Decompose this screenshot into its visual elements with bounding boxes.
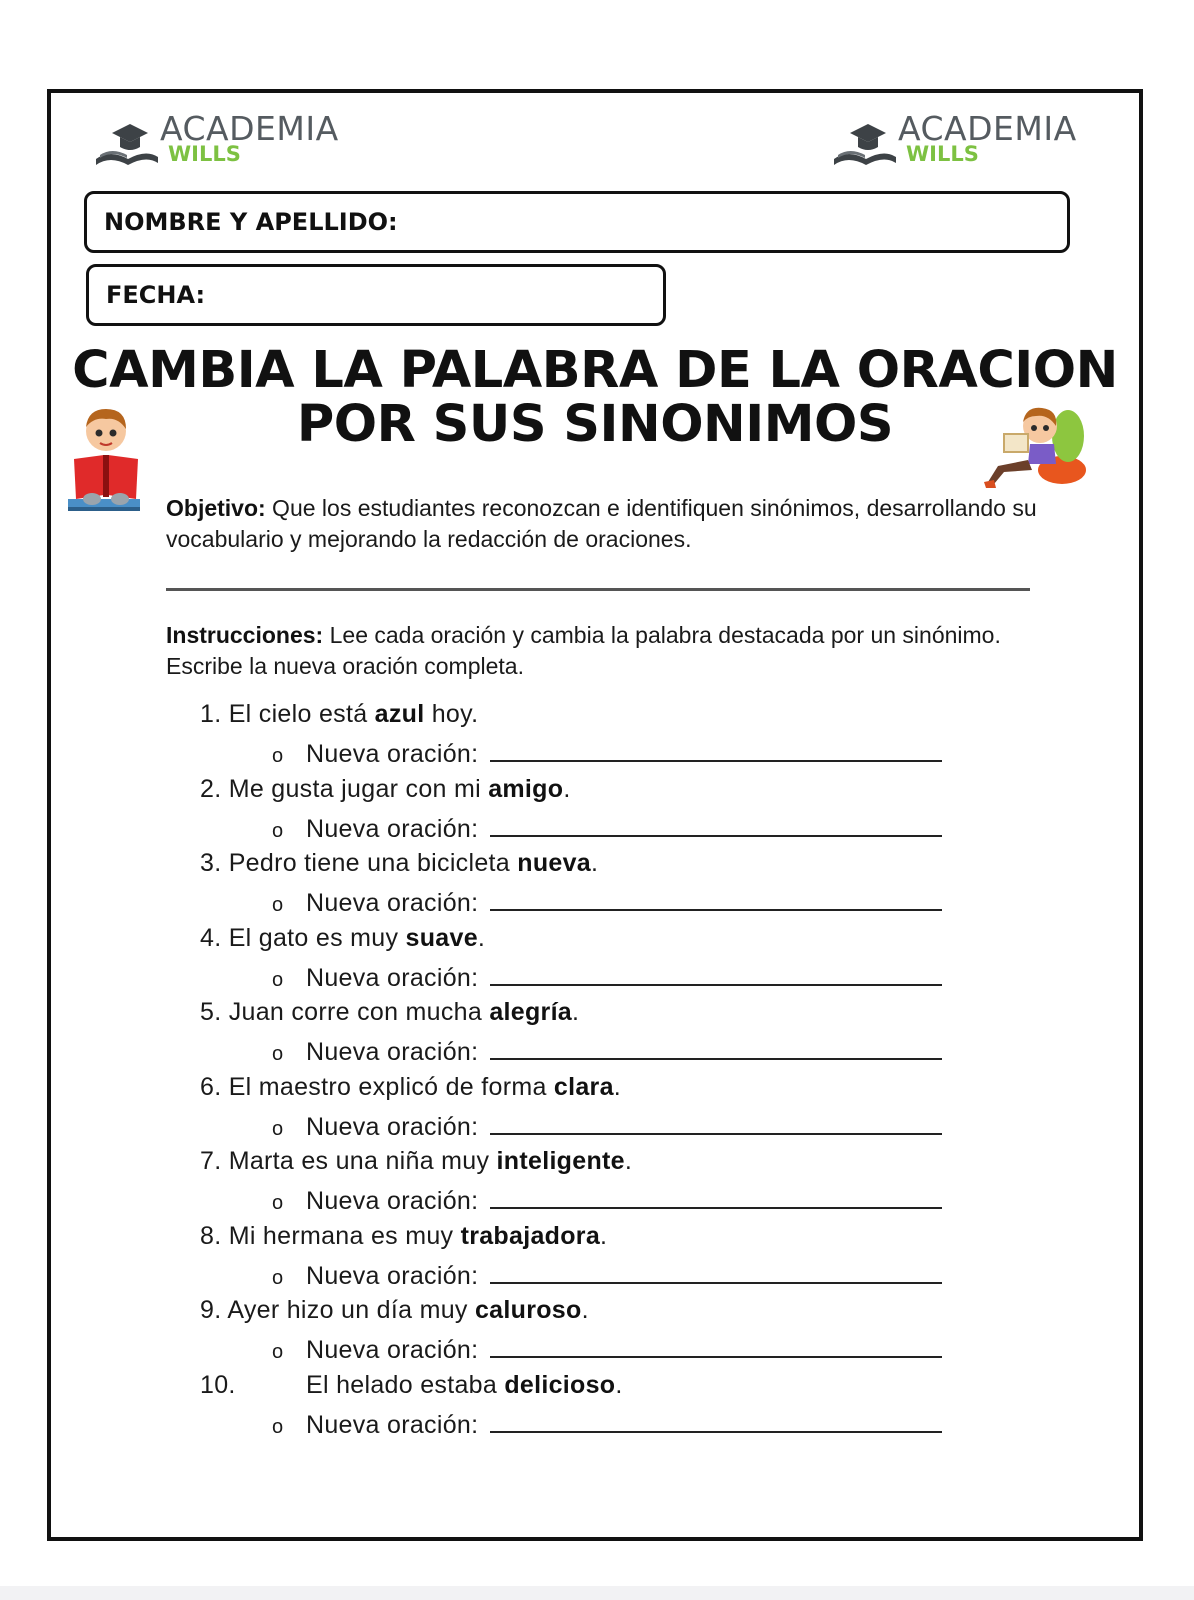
list-item bbox=[200, 772, 1000, 847]
list-item bbox=[200, 1293, 1000, 1368]
list-item bbox=[200, 995, 1000, 1070]
logo-subtitle: WILLS bbox=[906, 142, 979, 166]
highlighted-word: nueva bbox=[517, 849, 592, 877]
bullet-icon: o bbox=[272, 1266, 284, 1289]
answer-line: o Nueva oración: bbox=[272, 1032, 942, 1071]
bullet-icon: o bbox=[272, 819, 284, 842]
bullet-icon: o bbox=[272, 1192, 284, 1214]
answer-blank[interactable] bbox=[490, 734, 942, 762]
bullet-icon: o bbox=[272, 894, 284, 916]
bullet-icon: o bbox=[272, 745, 284, 767]
bullet-icon: o bbox=[272, 1043, 284, 1065]
highlighted-word: suave bbox=[405, 923, 478, 952]
answer-line: o Nueva oración: bbox=[272, 809, 942, 848]
highlighted-word: amigo bbox=[488, 774, 564, 803]
list-item bbox=[200, 846, 1000, 921]
bullet-icon: o bbox=[272, 968, 284, 991]
highlighted-word: azul bbox=[374, 700, 425, 728]
date-field-label: FECHA: bbox=[106, 281, 206, 309]
highlighted-word: clara bbox=[553, 1072, 614, 1101]
objective-label: Objetivo: bbox=[166, 495, 266, 521]
boy-reading-on-beanbag-illustration bbox=[980, 400, 1090, 495]
list-item bbox=[200, 921, 1000, 996]
logo-title: ACADEMIA bbox=[160, 109, 339, 148]
date-field[interactable] bbox=[86, 264, 666, 326]
highlighted-word: inteligente bbox=[496, 1147, 625, 1175]
answer-line: o Nueva oración: bbox=[272, 1107, 942, 1146]
boy-reading-book-illustration bbox=[66, 403, 146, 515]
answer-blank[interactable] bbox=[490, 1032, 942, 1060]
page-title-line-2: POR SUS SINONIMOS bbox=[296, 395, 894, 454]
sentence: 4. El gato es muy suave. bbox=[200, 923, 486, 952]
sentence: 1. El cielo está azul hoy. bbox=[200, 700, 479, 728]
sentence: 7. Marta es una niña muy inteligente. bbox=[200, 1147, 633, 1175]
objective-paragraph bbox=[166, 493, 1046, 555]
answer-blank[interactable] bbox=[490, 1405, 942, 1433]
highlighted-word: alegría bbox=[489, 998, 573, 1026]
list-item bbox=[200, 1070, 1000, 1145]
academia-wills-logo-left bbox=[94, 109, 339, 171]
answer-line: o Nueva oración: bbox=[272, 1330, 942, 1369]
answer-line: o Nueva oración: bbox=[272, 734, 942, 773]
logo-subtitle: WILLS bbox=[168, 142, 241, 166]
divider-line bbox=[166, 588, 1030, 591]
academia-wills-logo-right bbox=[832, 109, 1077, 171]
instructions-label: Instrucciones: bbox=[166, 622, 324, 648]
answer-line: o Nueva oración: bbox=[272, 1256, 942, 1295]
objective-text: Que los estudiantes reconozcan e identifiquen sinónimos, desarrollando su vocabulario y mejorando la redacción de oraciones. bbox=[166, 495, 1037, 552]
exercise-list bbox=[200, 697, 1000, 1442]
highlighted-word: trabajadora bbox=[460, 1221, 601, 1250]
name-field-label: NOMBRE Y APELLIDO: bbox=[104, 208, 398, 236]
sentence: 3. Pedro tiene una bicicleta nueva. bbox=[200, 849, 599, 877]
list-item bbox=[200, 697, 1000, 772]
page-bottom-strip bbox=[0, 1586, 1194, 1600]
bullet-icon: o bbox=[272, 1117, 284, 1140]
highlighted-word: delicioso bbox=[504, 1370, 616, 1399]
answer-blank[interactable] bbox=[490, 809, 942, 837]
list-item bbox=[200, 1144, 1000, 1219]
list-item bbox=[200, 1219, 1000, 1294]
bullet-icon: o bbox=[272, 1341, 284, 1363]
sentence: 5. Juan corre con mucha alegría. bbox=[200, 998, 580, 1026]
page-title-line-1: CAMBIA LA PALABRA DE LA ORACION bbox=[72, 341, 1118, 400]
answer-blank[interactable] bbox=[490, 1107, 942, 1135]
answer-blank[interactable] bbox=[490, 883, 942, 911]
answer-line: o Nueva oración: bbox=[272, 883, 942, 922]
name-field[interactable] bbox=[84, 191, 1070, 253]
graduation-cap-book-icon bbox=[832, 119, 898, 169]
graduation-cap-book-icon bbox=[94, 119, 160, 169]
bullet-icon: o bbox=[272, 1415, 284, 1438]
sentence: 10. El helado estaba delicioso. bbox=[200, 1370, 623, 1399]
highlighted-word: caluroso bbox=[474, 1296, 582, 1324]
instructions-paragraph bbox=[166, 620, 1046, 682]
logo-title: ACADEMIA bbox=[898, 109, 1077, 148]
sentence: 2. Me gusta jugar con mi amigo. bbox=[200, 774, 571, 803]
instructions-text: Lee cada oración y cambia la palabra destacada por un sinónimo. Escribe la nueva oración completa. bbox=[166, 622, 1001, 679]
answer-line: o Nueva oración: bbox=[272, 958, 942, 997]
list-item bbox=[200, 1368, 1000, 1443]
answer-blank[interactable] bbox=[490, 958, 942, 986]
sentence: 9. Ayer hizo un día muy caluroso. bbox=[200, 1296, 589, 1324]
answer-line: o Nueva oración: bbox=[272, 1181, 942, 1220]
sentence: 6. El maestro explicó de forma clara. bbox=[200, 1072, 622, 1101]
answer-blank[interactable] bbox=[490, 1256, 942, 1284]
answer-blank[interactable] bbox=[490, 1181, 942, 1209]
sentence: 8. Mi hermana es muy trabajadora. bbox=[200, 1221, 608, 1250]
answer-blank[interactable] bbox=[490, 1330, 942, 1358]
answer-line: o Nueva oración: bbox=[272, 1405, 942, 1444]
